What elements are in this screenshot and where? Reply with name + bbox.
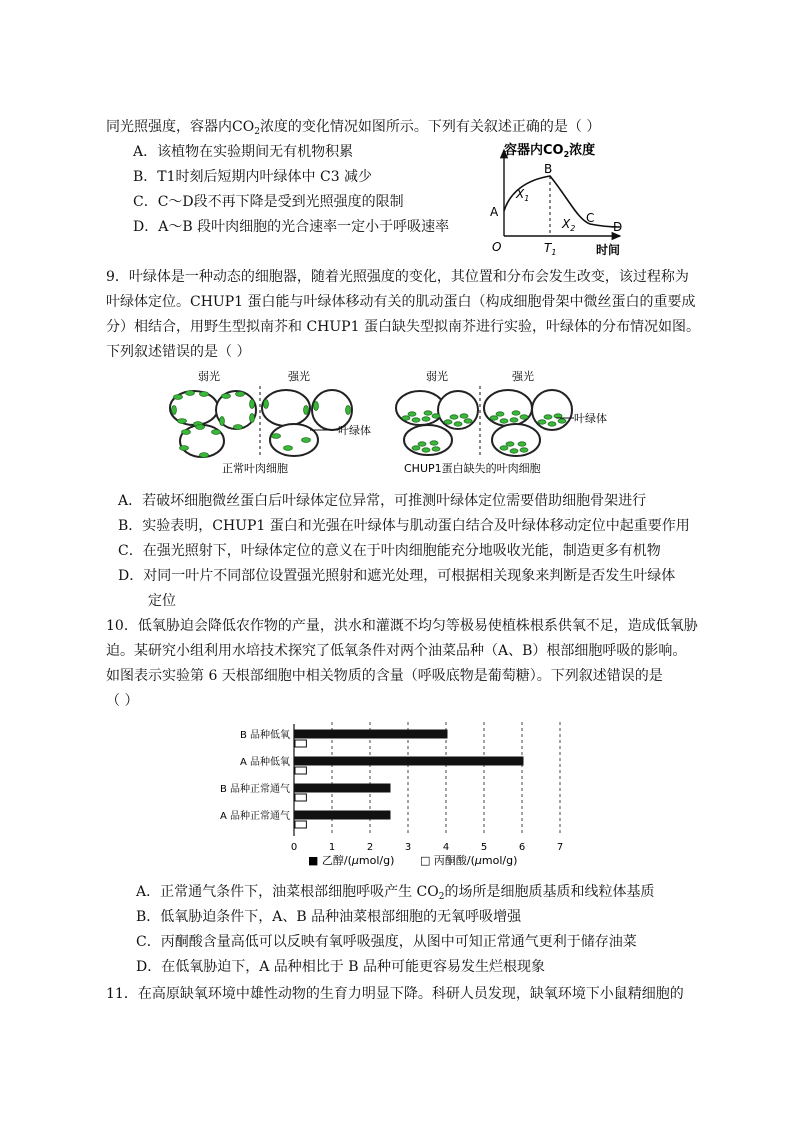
q9-option-b: B．实验表明，CHUP1 蛋白和光强在叶绿体与肌动蛋白结合及叶绿体移动定位中起重要作用	[118, 518, 690, 534]
q10-option-a-pre: A．正常通气条件下，油菜根部细胞呼吸产生 CO	[136, 884, 439, 900]
chart-legend-ethanol: ■ 乙醇/(μmol/g)	[308, 854, 395, 867]
chart-bar-pyruvate	[295, 740, 306, 747]
chart-category-label: B 品种正常通气	[219, 784, 290, 795]
chart-x-tick: 5	[480, 842, 488, 853]
chart-bar-ethanol	[295, 811, 390, 819]
q8-option-d: D．A～B 段叶肉细胞的光合速率一定小于呼吸速率	[133, 219, 450, 235]
chart-bar-pyruvate	[295, 821, 306, 828]
chart-bar-pyruvate	[295, 794, 306, 801]
chart-x-tick: 6	[518, 842, 526, 853]
q8-option-a: A．该植物在实验期间无有机物积累	[133, 144, 354, 160]
chart-category-label: A 品种正常通气	[219, 811, 290, 822]
q9-option-d-line1: D．对同一叶片不同部位设置强光照射和遮光处理，可根据相关现象来判断是否发生叶绿体	[118, 568, 676, 584]
q9-option-c: C．在强光照射下，叶绿体定位的意义在于叶肉细胞能充分地吸收光能，制造更多有机物	[118, 543, 661, 559]
q8-option-c: C．C～D段不再下降是受到光照强度的限制	[133, 194, 404, 210]
q9-stem-line3: 分）相结合，用野生型拟南芥和 CHUP1 蛋白缺失型拟南芥进行实验，叶绿体的分布情况如图。	[106, 319, 700, 335]
q9-stem-line2: 叶绿体定位。CHUP1 蛋白能与叶绿体移动有关的肌动蛋白（构成细胞骨架中微丝蛋白的重要成	[106, 294, 696, 310]
q9-caption-chup1: CHUP1蛋白缺失的叶肉细胞	[404, 462, 541, 475]
chart-bars	[295, 730, 523, 828]
q9-strong-light-label-1: 强光	[288, 370, 310, 383]
q10-stem-line4: （ ）	[106, 693, 139, 709]
q10-option-a-post: 的场所是细胞质基质和线粒体基质	[444, 884, 655, 900]
chart-x-tick: 1	[328, 842, 336, 853]
q8-stem-pre: 同光照强度，容器内CO	[106, 119, 255, 135]
chart-x-tick-labels	[291, 842, 563, 853]
chart-bar-ethanol	[295, 730, 447, 738]
chart-x-tick: 3	[404, 842, 412, 853]
q8-x-axis-title: 时间	[596, 243, 621, 257]
q9-strong-light-label-2: 强光	[512, 370, 534, 383]
q9-option-a: A．若破坏细胞微丝蛋白后叶绿体定位异常，可推测叶绿体定位需要借助细胞骨架进行	[118, 493, 647, 509]
q10-stem-line2: 迫。某研究小组利用水培技术探究了低氧条件对两个油菜品种（A、B）根部细胞呼吸的影响。	[106, 643, 687, 659]
chart-x-tick: 7	[556, 842, 564, 853]
q9-stem-line4: 下列叙述错误的是（ ）	[106, 344, 251, 360]
chart-legend	[308, 853, 517, 867]
q10-bar-chart	[196, 718, 596, 870]
chart-x-tick: 4	[442, 842, 450, 853]
chart-bar-pyruvate	[295, 767, 306, 774]
q9-chup1-cells	[396, 390, 572, 456]
q10-option-a-sub: 2	[438, 892, 445, 902]
q8-y-axis-title: 容器内$CO_2$浓度	[504, 143, 596, 159]
q9-stem-line1: 9．叶绿体是一种动态的细胞器，随着光照强度的变化，其位置和分布会发生改变，该过程称为	[106, 269, 689, 285]
q8-label-x1: $X_1$	[516, 187, 530, 203]
q10-stem-line1: 10．低氧胁迫会降低农作物的产量，洪水和灌溉不均匀等极易使植株根系供氧不足，造成低氧胁	[106, 618, 698, 634]
q10-stem-line3: 如图表示实验第 6 天根部细胞中相关物质的含量（呼吸底物是葡萄糖）。下列叙述错误的是	[106, 668, 663, 684]
q10-option-c: C．丙酮酸含量高低可以反映有氧呼吸强度，从图中可知正常通气更利于储存油菜	[136, 934, 637, 950]
chart-category-labels	[220, 728, 290, 822]
chart-bar-ethanol	[295, 757, 523, 765]
chart-category-label: A 品种低氧	[239, 757, 290, 768]
q9-chloroplast-label-1: 叶绿体	[338, 424, 371, 437]
chart-x-tick: 0	[290, 842, 298, 853]
chart-bar-ethanol	[295, 784, 390, 792]
q9-chloroplast-label-2: 叶绿体	[574, 412, 607, 425]
q8-point-d: D	[613, 220, 623, 234]
q8-option-b: B．T1时刻后短期内叶绿体中 C3 减少	[133, 169, 373, 185]
q10-option-d: D．在低氧胁迫下，A 品种相比于 B 品种可能更容易发生烂根现象	[136, 959, 545, 975]
chart-legend-pyruvate: □ 丙酮酸/(μmol/g)	[420, 854, 518, 867]
q8-label-t1: $T_1$	[544, 241, 557, 257]
q9-weak-light-label-2: 弱光	[426, 370, 448, 383]
q8-point-c: C	[586, 211, 595, 225]
q9-chloroplast-figure	[160, 366, 620, 478]
q8-origin: O	[492, 240, 502, 254]
q8-point-a: A	[490, 205, 499, 219]
q8-label-x2: $X_2$	[562, 217, 576, 233]
q8-stem-post: 浓度的变化情况如图所示。下列有关叙述正确的是（ ）	[259, 119, 601, 135]
q9-weak-light-label-1: 弱光	[198, 370, 220, 383]
q8-point-b: B	[544, 162, 553, 176]
q8-stem-sub: 2	[254, 127, 260, 137]
q9-option-d-line2: 定位	[148, 593, 176, 609]
q10-option-a	[136, 883, 654, 906]
q11-stem-line1: 11．在高原缺氧环境中雄性动物的生育力明显下降。科研人员发现，缺氧环境下小鼠精细胞的	[106, 986, 684, 1002]
q10-option-b: B．低氧胁迫条件下，A、B 品种油菜根部细胞的无氧呼吸增强	[136, 909, 522, 925]
q9-normal-cells	[170, 390, 352, 457]
chart-category-label: B 品种低氧	[239, 730, 290, 741]
q8-co2-curve-figure	[480, 136, 640, 260]
chart-x-tick: 2	[366, 842, 374, 853]
q9-caption-normal: 正常叶肉细胞	[222, 462, 288, 475]
